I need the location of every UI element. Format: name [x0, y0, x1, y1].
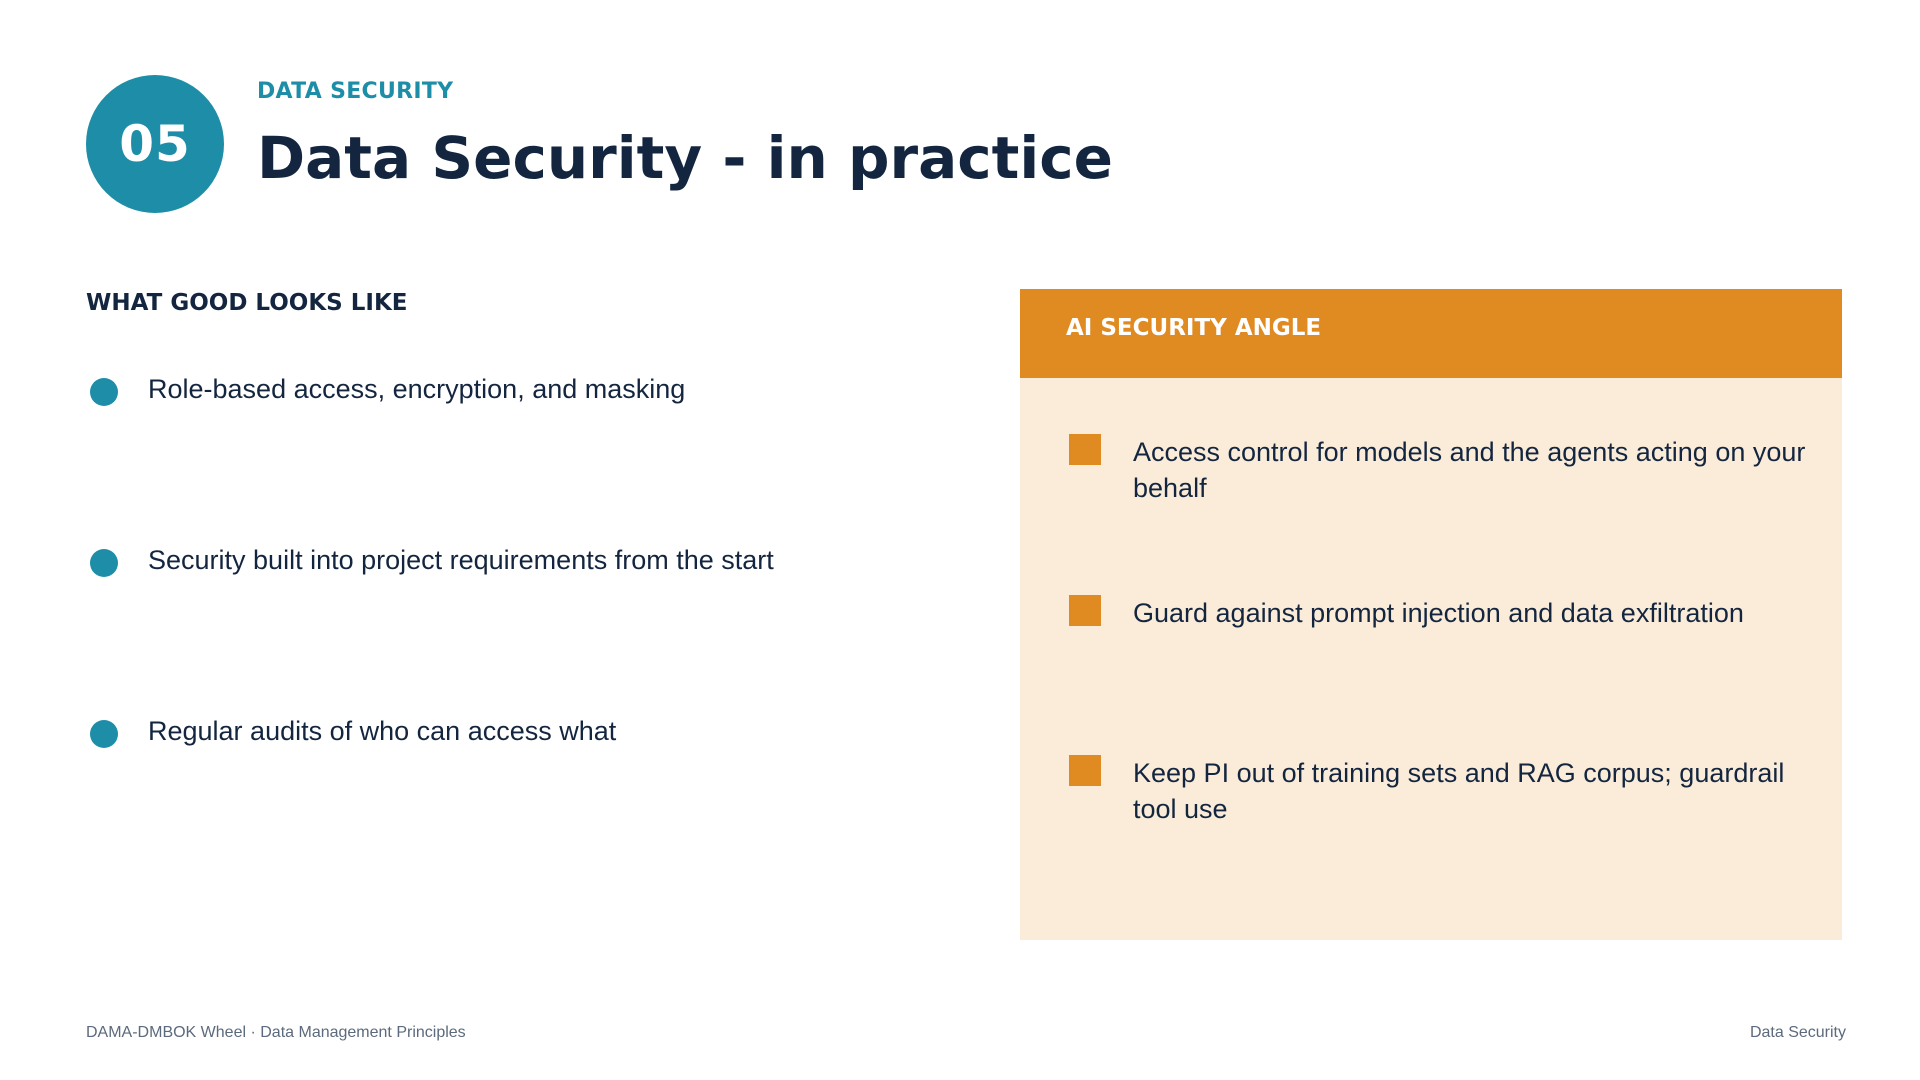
panel-list-item-text: Keep PI out of training sets and RAG corpus; guardrail tool use	[1133, 758, 1785, 824]
bullet-dot-icon	[90, 378, 118, 406]
footer-left-text: DAMA-DMBOK Wheel · Data Management Principles	[86, 1024, 466, 1041]
bullet-square-icon	[1069, 434, 1101, 465]
list-item-text: Regular audits of who can access what	[148, 716, 617, 746]
footer-right-text: Data Security	[1749, 1024, 1846, 1041]
ai-security-panel	[1020, 289, 1842, 940]
list-item	[86, 545, 986, 585]
list-item	[86, 374, 986, 414]
panel-heading: AI SECURITY ANGLE	[1066, 315, 1322, 341]
left-column-heading: WHAT GOOD LOOKS LIKE	[86, 290, 408, 316]
bullet-square-icon	[1069, 595, 1101, 626]
list-item-text: Security built into project requirements from the start	[148, 545, 774, 575]
section-number-badge	[86, 75, 224, 213]
bullet-dot-icon	[90, 720, 118, 748]
panel-list-item-text: Access control for models and the agents acting on your behalf	[1133, 437, 1806, 503]
bullet-dot-icon	[90, 549, 118, 577]
panel-header	[1020, 289, 1842, 378]
section-number: 05	[119, 115, 191, 173]
bullet-square-icon	[1069, 755, 1101, 786]
list-item	[86, 716, 986, 756]
list-item-text: Role-based access, encryption, and masking	[148, 374, 686, 404]
section-kicker: DATA SECURITY	[257, 79, 454, 104]
panel-list-item-text: Guard against prompt injection and data exfiltration	[1133, 598, 1744, 628]
page-title: Data Security - in practice	[257, 124, 1113, 192]
